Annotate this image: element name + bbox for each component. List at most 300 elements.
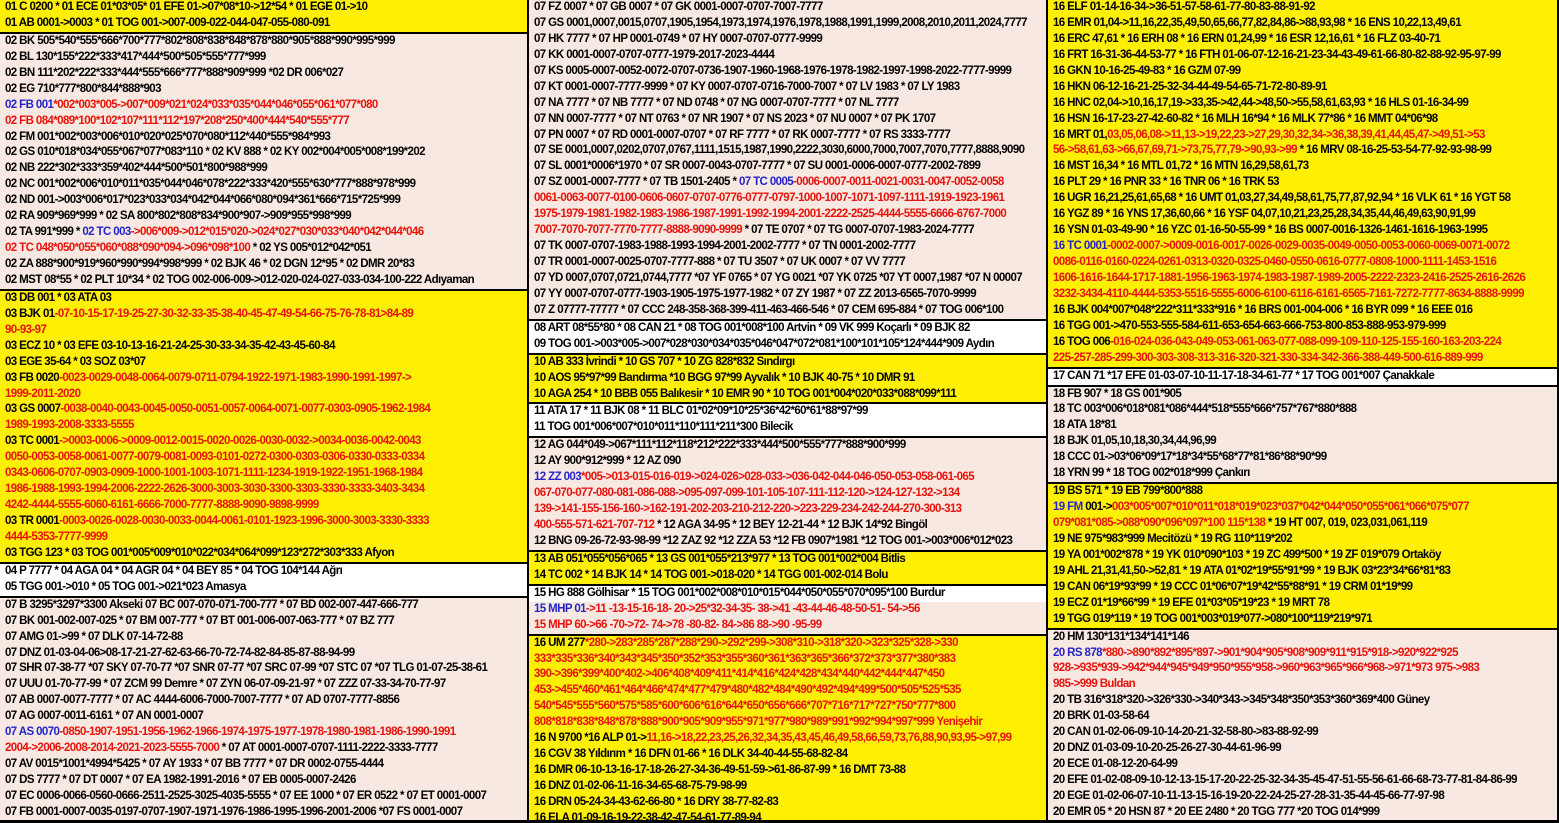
directory-line xyxy=(534,143,1046,159)
directory-line xyxy=(1053,709,1557,725)
directory-line xyxy=(5,225,527,241)
directory-section xyxy=(1048,0,1557,369)
directory-line xyxy=(1053,351,1557,367)
directory-text-segment: 03 TGG 123 * 03 TOG 001*005*009*010*022*034*064*099*123*272*303*333 Afyon xyxy=(5,546,395,559)
directory-text-segment: * 16 MRV 08-16-25-53-54-77-92-93-98-99 xyxy=(1296,144,1492,157)
directory-text-segment: 1975-1979-1981-1982-1983-1986-1987-1991-1992-1994-2001-2222-2525-4444-5555-6666-6767-7000 xyxy=(534,208,1007,221)
directory-text-segment: 16 DRN 05-24-34-43-62-66-80 * 16 DRY 38-77-82-83 xyxy=(534,795,779,808)
directory-text-segment: 07 DS 7777 * 07 DT 0007 * 07 EA 1982-1991-2016 * 07 EB 0005-0007-2426 xyxy=(5,774,356,786)
directory-line xyxy=(1053,596,1557,612)
directory-text-segment: 20 TB 316*318*320->326*330->340*343->345*348*350*353*360*369*400 Güney xyxy=(1053,694,1430,707)
directory-text-segment: 11,16->18,22,23,25,26,32,34,35,43,45,46,49,58,66,59,73,76,88,90,93,95->97,99 xyxy=(646,732,1012,745)
directory-column-middle xyxy=(527,0,1046,820)
directory-line xyxy=(534,486,1046,502)
directory-line xyxy=(1053,303,1557,319)
directory-text-segment: 07 SE 0001,0007,0202,0707,0767,1111,1515,1987,1990,2222,3030,6000,7000,7007,7070,7777,8888,9090 xyxy=(534,144,1025,157)
directory-section xyxy=(529,404,1046,438)
directory-line xyxy=(5,434,527,450)
directory-text-segment: 03 TR 0001 xyxy=(5,515,60,527)
directory-text-segment: 07 AB 0007-0077-7777 * 07 AC 4444-6006-7000-7007-7777 * 07 AD 0707-7777-8856 xyxy=(5,694,400,707)
directory-text-segment: 16 EMR 01,04->11,16,22,35,49,50,65,66,77,82,84,86->88,93,98 * 16 ENS 10,22,13,49,61 xyxy=(1053,16,1462,29)
directory-text-segment: 16 UM 277 xyxy=(534,636,585,649)
directory-text-segment: 07 EC 0006-0066-0560-0666-2511-2525-3025-4035-5555 * 07 EE 1000 * 07 ER 0522 * 07 ET 0001-0007 xyxy=(5,789,487,802)
directory-text-segment: 0061-0063-0077-0100-0606-0607-0707-0776-0777-0797-1000-1007-1071-1097-1111-1919-1923-1961 xyxy=(534,192,1005,205)
directory-section xyxy=(1048,369,1557,387)
directory-line xyxy=(5,355,527,371)
directory-line xyxy=(534,32,1046,48)
directory-text-segment: 02 BK 505*540*555*666*700*777*802*808*838*848*878*880*905*888*990*995*999 xyxy=(5,34,395,47)
directory-text-segment: 02 TC 048*050*055*060*088*090*094->096*098*100 xyxy=(5,242,251,255)
directory-line xyxy=(5,646,527,662)
directory-line xyxy=(5,145,527,161)
directory-line xyxy=(1053,741,1557,757)
directory-line xyxy=(534,371,1046,387)
directory-line xyxy=(1053,466,1557,482)
directory-section xyxy=(1048,484,1557,629)
directory-line xyxy=(1053,369,1557,385)
directory-line xyxy=(5,98,527,114)
directory-text-segment: 20 EGE 01-02-06-07-10-11-13-15-16-19-20-22-24-25-27-28-31-35-44-45-66-77-97-98 xyxy=(1053,789,1445,802)
directory-text-segment: 808*818*838*848*878*888*900*905*909*955*971*977*980*989*991*992*994*997*999 Yenişehir xyxy=(534,716,983,729)
directory-text-segment: 03 TC 0001 xyxy=(5,435,60,448)
directory-text-segment: -0023-0029-0048-0064-0079-0711-0794-1922-1971-1983-1990-1991-1997-> xyxy=(59,371,412,384)
directory-line xyxy=(5,418,527,434)
directory-text-segment: 0343-0606-0707-0903-0909-1000-1001-1003-1071-1111-1234-1919-1922-1951-1968-1984 xyxy=(5,467,423,480)
directory-text-segment: 12 ZZ 003 xyxy=(534,471,582,484)
directory-text-segment: 11 TOG 001*006*007*010*011*110*111*211*300 Bilecik xyxy=(534,421,793,434)
directory-text-segment: 453->455*460*461*464*466*474*477*479*480*482*484*490*492*494*499*500*505*525*535 xyxy=(534,684,961,697)
directory-text-segment: 05 TGG 001->010 * 05 TOG 001->021*023 Amasya xyxy=(5,580,246,593)
directory-text-segment: *880->890*892*895*897->901*904*905*908*909*911*915*918->920*922*925 xyxy=(1101,646,1458,659)
directory-text-segment: 02 BN 111*202*222*333*444*555*666*777*888*909*999 *02 DR 006*027 xyxy=(5,66,344,79)
directory-text-segment: 10 AOS 95*97*99 Bandırma *10 BGG 97*99 Ayvalık * 10 BJK 40-75 * 10 DMR 91 xyxy=(534,371,915,384)
directory-line xyxy=(1053,223,1557,239)
directory-text-segment: 07 NA 7777 * 07 NB 7777 * 07 ND 0748 * 07 NG 0007-0707-7777 * 07 NL 7777 xyxy=(534,96,899,109)
directory-text-segment: 07 KT 0001-0007-7777-9999 * 07 KY 0007-0707-0716-7000-7007 * 07 LV 1983 * 07 LY 1983 xyxy=(534,80,960,93)
directory-text-segment: 16 MST 16,34 * 16 MTL 01,72 * 16 MTN 16,29,58,61,73 xyxy=(1053,160,1309,173)
directory-text-segment: 56->58,61,63->66,67,69,71->73,75,77,79->90,93->99 xyxy=(1053,144,1297,157)
directory-line xyxy=(1053,175,1557,191)
directory-line xyxy=(534,811,1046,820)
directory-text-segment: 19 AHL 21,31,41,50->52,81 * 19 ATA 01*02*19*55*91*99 * 19 BJK 03*23*34*66*81*83 xyxy=(1053,564,1451,577)
directory-line xyxy=(534,552,1046,568)
directory-line xyxy=(5,789,527,805)
directory-text-segment: 02 TA 991*999 * xyxy=(5,226,83,239)
directory-line xyxy=(534,159,1046,175)
directory-line xyxy=(534,16,1046,32)
directory-text-segment: 07 TC 0005 xyxy=(738,176,794,189)
directory-line xyxy=(5,450,527,466)
directory-text-segment: -0850-1907-1951-1956-1962-1966-1974-1975-1977-1978-1980-1981-1986-1990-1991 xyxy=(59,726,456,739)
directory-text-segment: 20 CAN 01-02-06-09-10-14-20-21-32-58-80->83-88-92-99 xyxy=(1053,726,1319,739)
directory-text-segment: 15 HG 888 Gölhisar * 15 TOG 001*002*008*010*015*044*050*055*070*095*100 Burdur xyxy=(534,586,945,599)
directory-line xyxy=(5,387,527,403)
directory-line xyxy=(534,64,1046,80)
directory-line xyxy=(534,48,1046,64)
directory-line xyxy=(534,223,1046,239)
directory-text-segment: 07 TR 0001-0007-0025-0707-7777-888 * 07 TU 3507 * 07 UK 0007 * 07 VV 7777 xyxy=(534,256,906,268)
directory-line xyxy=(1053,80,1557,96)
directory-line xyxy=(5,82,527,98)
directory-line xyxy=(5,371,527,387)
directory-line xyxy=(534,355,1046,371)
directory-text-segment: 0050-0053-0058-0061-0077-0079-0081-0093-0101-0272-0300-0303-0306-0330-0333-0334 xyxy=(5,451,425,464)
directory-text-segment: *002*003*005->007*009*021*024*033*035*044*046*055*061*077*080 xyxy=(53,98,378,111)
directory-text-segment: 928->935*939->942*944*945*949*950*955*958->960*963*965*966*968->971*973 975->983 xyxy=(1053,662,1480,675)
directory-text-segment: ->0003-0006->0009-0012-0015-0020-0026-0030-0032->0034-0036-0042-0043 xyxy=(59,435,421,448)
directory-line xyxy=(534,763,1046,779)
directory-text-segment: 07 GS 0001,0007,0015,0707,1905,1954,1973,1974,1976,1978,1988,1991,1999,2008,2010,2011,2024,7777 xyxy=(534,16,1027,29)
directory-text-segment: 16 YSN 01-03-49-90 * 16 YZC 01-16-50-55-99 * 16 BS 0007-0016-1326-1461-1616-1963-1995 xyxy=(1053,224,1488,237)
directory-line xyxy=(1053,434,1557,450)
directory-section xyxy=(0,0,527,34)
directory-text-segment: 1999-2011-2020 xyxy=(5,387,81,400)
directory-text-segment: 540*545*555*560*575*585*600*606*616*644*650*656*666*707*716*717*727*750*777*800 xyxy=(534,700,956,713)
directory-line xyxy=(1053,773,1557,789)
directory-line xyxy=(1053,64,1557,80)
directory-line xyxy=(5,323,527,339)
directory-text-segment: -0038-0040-0043-0045-0050-0051-0057-0064-0071-0077-0303-0905-1962-1984 xyxy=(60,403,431,416)
directory-line xyxy=(1053,271,1557,287)
directory-line xyxy=(5,564,527,580)
directory-text-segment: 985->999 Buldan xyxy=(1053,678,1136,691)
directory-line xyxy=(5,677,527,693)
directory-text-segment: 16 CGV 38 Yıldırım * 16 DFN 01-66 * 16 DLK 34-40-44-55-68-82-84 xyxy=(534,748,848,761)
directory-text-segment: 19 NE 975*983*999 Mecitözü * 19 RG 110*119*202 xyxy=(1053,532,1293,545)
directory-text-segment: 16 TC 0001 xyxy=(1053,240,1108,253)
directory-text-segment: 03 ECZ 10 * 03 EFE 03-10-13-16-21-24-25-30-33-34-35-42-43-45-60-84 xyxy=(5,339,335,352)
directory-text-segment: 001-> xyxy=(1082,501,1112,514)
directory-line xyxy=(5,402,527,418)
directory-text-segment: 10 AB 333 İvrindi * 10 GS 707 * 10 ZG 828*832 Sındırgı xyxy=(534,355,795,368)
directory-text-segment: 15 MHP 60->66 -70->72- 74->78 -80-82- 84->86 88->90 -95-99 xyxy=(534,618,822,631)
directory-text-segment: 16 ELA 01-09-16-19-22-38-42-47-54-61-77-89-94 xyxy=(534,811,761,820)
directory-text-segment: 14 TC 002 * 14 BJK 14 * 14 TOG 001->018-020 * 14 TGG 001-002-014 Bolu xyxy=(534,568,888,581)
directory-text-segment: 07 UUU 01-70-77-99 * 07 ZCM 99 Demre * 07 ZYN 06-07-09-21-97 * 07 ZZZ 07-33-34-70-77-97 xyxy=(5,678,446,691)
directory-line xyxy=(1053,239,1557,255)
directory-column-left xyxy=(0,0,527,820)
directory-line xyxy=(5,725,527,741)
directory-line xyxy=(534,667,1046,683)
directory-text-segment: * 19 HT 007, 019, 023,031,061,119 xyxy=(1265,517,1428,529)
directory-line xyxy=(5,530,527,546)
directory-text-segment: *280->283*285*287*288*290->292*299->308*310->318*320->323*325*328->330 xyxy=(584,636,958,649)
directory-line xyxy=(1053,677,1557,693)
directory-line xyxy=(5,693,527,709)
directory-text-segment: 07 DNZ 01-03-04-06>08-17-21-27-62-63-66-70-72-74-82-84-85-87-88-94-99 xyxy=(5,646,355,659)
directory-text-segment: 02 GS 010*018*034*055*067*077*083*110 * 02 KV 888 * 02 KY 002*004*005*008*199*202 xyxy=(5,146,425,159)
directory-text-segment: 07 YD 0007,0707,0721,0744,7777 *07 YF 0765 * 07 YG 0021 *07 YK 0725 *07 YT 0007,1987 *07 N 00007 xyxy=(534,271,1023,284)
directory-line xyxy=(534,191,1046,207)
directory-text-segment: 07 AV 0015*1001*4994*5425 * 07 AY 1933 * 07 BB 7777 * 07 DR 0002-0755-4444 xyxy=(5,758,384,771)
directory-text-segment: 02 FM 001*002*003*006*010*020*025*070*080*112*440*555*984*993 xyxy=(5,130,331,143)
directory-text-segment: 03 DB 001 * 03 ATA 03 xyxy=(5,291,112,304)
directory-line xyxy=(534,795,1046,811)
directory-line xyxy=(1053,319,1557,335)
directory-line xyxy=(1053,255,1557,271)
directory-line xyxy=(5,466,527,482)
directory-line xyxy=(534,618,1046,634)
directory-line xyxy=(5,16,527,32)
directory-line xyxy=(1053,548,1557,564)
directory-text-segment: 19 FM xyxy=(1053,501,1083,514)
directory-text-segment: 03 GS 0007 xyxy=(5,403,61,416)
directory-section xyxy=(529,438,1046,552)
directory-text-segment: 20 EFE 01-02-08-09-10-12-13-15-17-20-22-25-32-34-35-45-47-51-55-56-61-66-68-73-77-81-84-86-99 xyxy=(1053,774,1517,786)
directory-text-segment: 20 ECE 01-08-12-20-64-99 xyxy=(1053,758,1178,771)
directory-line xyxy=(534,287,1046,303)
directory-line xyxy=(5,114,527,130)
directory-text-segment: 4444-5353-7777-9999 xyxy=(5,530,108,543)
directory-line xyxy=(534,80,1046,96)
directory-text-segment: 07 FZ 0007 * 07 GB 0007 * 07 GK 0001-0007-0707-7007-7777 xyxy=(534,1,823,13)
directory-line xyxy=(5,50,527,66)
directory-line xyxy=(534,731,1046,747)
directory-text-segment: 07 HK 7777 * 07 HP 0001-0749 * 07 HY 0007-0707-0777-9999 xyxy=(534,32,823,45)
directory-line xyxy=(534,404,1046,420)
directory-text-segment: 16 UGR 16,21,25,61,65,68 * 16 UMT 01,03,27,34,49,58,61,75,77,87,92,94 * 16 VLK 61 * 16 YGT 58 xyxy=(1053,192,1511,205)
directory-line xyxy=(534,534,1046,550)
directory-line xyxy=(5,498,527,514)
directory-text-segment: 11 ATA 17 * 11 BJK 08 * 11 BLC 01*02*09*10*25*36*42*60*61*88*97*99 xyxy=(534,405,868,418)
directory-text-segment: 003*005*007*010*011*018*019*023*037*042*044*050*055*061*066*075*077 xyxy=(1111,501,1469,514)
directory-line xyxy=(5,307,527,323)
directory-text-segment: 07 SZ 0001-0007-7777 * 07 TB 1501-2405 * xyxy=(534,176,739,189)
directory-text-segment: 07 Z 07777-77777 * 07 CCC 248-358-368-399-411-463-466-546 * 07 CEM 695-884 * 07 TOG 006*100 xyxy=(534,303,1004,316)
directory-line xyxy=(5,34,527,50)
directory-text-segment: 16 TOG 006 xyxy=(1053,335,1111,348)
directory-line xyxy=(1053,287,1557,303)
directory-text-segment: 20 BRK 01-03-58-64 xyxy=(1053,710,1149,723)
directory-line xyxy=(1053,143,1557,159)
directory-text-segment: 02 ND 001->003*006*017*023*033*034*042*044*066*080*094*361*666*715*725*999 xyxy=(5,194,401,207)
directory-text-segment: 1989-1993-2008-3333-5555 xyxy=(5,419,134,432)
directory-text-segment: 90-93-97 xyxy=(5,323,47,336)
directory-line xyxy=(5,741,527,757)
directory-text-segment: 1986-1988-1993-1994-2006-2222-2626-3000-3003-3030-3300-3303-3330-3333-3403-3434 xyxy=(5,483,425,496)
directory-line xyxy=(5,291,527,307)
directory-line xyxy=(1053,580,1557,596)
directory-line xyxy=(1053,159,1557,175)
directory-line xyxy=(1053,646,1557,662)
directory-text-segment: 067-070-077-080-081-086-088->095-097-099-101-105-107-111-112-120->124-127-132->134 xyxy=(534,487,960,500)
directory-text-segment: 400-555-571-621-707-712 xyxy=(534,519,655,531)
directory-text-segment: 13 AB 051*055*056*065 * 13 GS 001*055*213*977 * 13 TOG 001*002*004 Bitlis xyxy=(534,552,906,565)
directory-line xyxy=(534,255,1046,271)
directory-text-segment: 07 FB 0001-0007-0035-0197-0707-1907-1971-1976-1986-1995-1996-2001-2006 *07 FS 0001-0007 xyxy=(5,805,463,818)
directory-line xyxy=(534,652,1046,668)
directory-text-segment: 12 AG 044*049->067*111*112*118*212*222*333*444*500*555*777*888*900*999 xyxy=(534,439,906,452)
directory-line xyxy=(534,636,1046,652)
directory-text-segment: 3232-3434-4110-4444-5353-5516-5555-6006-6100-6116-6161-6565-7161-7272-7777-8634-8888-9999 xyxy=(1053,287,1524,300)
directory-section xyxy=(529,355,1046,405)
directory-line xyxy=(534,715,1046,731)
directory-line xyxy=(1053,789,1557,805)
directory-text-segment: 16 N 9700 *16 ALP 01-> xyxy=(534,732,647,745)
directory-text-segment: 15 MHP 01 xyxy=(534,602,586,615)
directory-line xyxy=(1053,96,1557,112)
directory-line xyxy=(1053,0,1557,16)
directory-line xyxy=(1053,32,1557,48)
directory-text-segment: 07 AS 0070 xyxy=(5,726,60,739)
directory-text-segment: 20 DNZ 01-03-09-10-20-25-26-27-30-44-61-96-99 xyxy=(1053,742,1282,755)
directory-line xyxy=(1053,450,1557,466)
directory-line xyxy=(5,241,527,257)
directory-line xyxy=(5,514,527,530)
directory-line xyxy=(534,586,1046,602)
directory-line xyxy=(1053,48,1557,64)
directory-text-segment: 1606-1616-1644-1717-1881-1956-1963-1974-1983-1987-1989-2005-2222-2323-2416-2525-2616-2626 xyxy=(1053,271,1526,284)
directory-line xyxy=(5,193,527,209)
directory-section xyxy=(0,291,527,564)
directory-text-segment: *005->013-015-016-019->024-026>028-033->036-042-044-046-050-053-058-061-065 xyxy=(581,471,975,484)
directory-text-segment: * 12 AGA 34-95 * 12 BEY 12-21-44 * 12 BJK 14*92 Bingöl xyxy=(654,519,928,531)
directory-line xyxy=(1053,112,1557,128)
directory-line xyxy=(5,598,527,614)
directory-text-segment: 02 RA 909*969*999 * 02 SA 800*802*808*834*900*907->909*955*998*999 xyxy=(5,210,352,223)
directory-line xyxy=(1053,484,1557,500)
directory-text-segment: 07 YY 0007-0707-0777-1903-1905-1975-1977-1982 * 07 ZY 1987 * 07 ZZ 2013-6565-7070-9999 xyxy=(534,287,977,300)
directory-line xyxy=(534,518,1046,534)
directory-line xyxy=(5,661,527,677)
directory-text-segment: 01 AB 0001->0003 * 01 TOG 001->007-009-022-044-047-055-080-091 xyxy=(5,16,330,29)
directory-text-segment: 16 MRT 01, xyxy=(1053,128,1108,141)
directory-line xyxy=(5,805,527,820)
directory-section xyxy=(529,586,1046,602)
directory-line xyxy=(5,482,527,498)
directory-column-right xyxy=(1046,0,1557,820)
directory-line xyxy=(534,420,1046,436)
directory-text-segment: -0002-0007->0009-0016-0017-0026-0029-0035-0049-0050-0053-0060-0069-0071-0072 xyxy=(1107,240,1510,253)
directory-line xyxy=(534,454,1046,470)
directory-line xyxy=(5,757,527,773)
directory-text-segment: 08 ART 08*55*80 * 08 CAN 21 * 08 TOG 001*008*100 Artvin * 09 VK 999 Koçarlı * 09 BJK 82 xyxy=(534,321,970,334)
directory-text-segment: 18 TC 003*006*018*081*086*444*518*555*666*757*767*880*888 xyxy=(1053,403,1357,416)
directory-line xyxy=(534,502,1046,518)
directory-line xyxy=(534,303,1046,319)
directory-text-segment: 07 SHR 07-38-77 *07 SKY 07-70-77 *07 SNR 07-77 *07 SRC 07-99 *07 STC 07 *07 TLG 01-07-25-38-61 xyxy=(5,662,488,675)
directory-line xyxy=(534,699,1046,715)
directory-text-segment: -07-10-15-17-19-25-27-30-32-33-35-38-40-45-47-49-54-66-75-76-78-81>84-89 xyxy=(54,307,414,320)
directory-line xyxy=(1053,805,1557,820)
directory-text-segment: -0006-0007-0011-0021-0031-0047-0052-0058 xyxy=(793,176,1004,189)
directory-line xyxy=(1053,532,1557,548)
directory-line xyxy=(5,773,527,789)
directory-section xyxy=(529,321,1046,355)
directory-text-segment: 09 TOG 001->003*005->007*028*030*034*035*046*047*072*081*100*101*105*124*444*909 Aydın xyxy=(534,337,995,350)
directory-text-segment: 03 FB 0020 xyxy=(5,371,60,384)
directory-text-segment: 07 TK 0007-0707-1983-1988-1993-1994-2001-2002-7777 * 07 TN 0001-2002-7777 xyxy=(534,240,916,253)
directory-line xyxy=(534,175,1046,191)
directory-text-segment: 19 CAN 06*19*93*99 * 19 CCC 01*06*07*19*42*55*88*91 * 19 CRM 01*19*99 xyxy=(1053,580,1413,593)
directory-text-segment: 16 ERC 47,61 * 16 ERH 08 * 16 ERN 01,24,99 * 16 ESR 12,16,61 * 16 FLZ 03-40-71 xyxy=(1053,32,1441,45)
directory-line xyxy=(5,546,527,562)
directory-text-segment: 10 AGA 254 * 10 BBB 055 Balıkesir * 10 EMR 90 * 10 TOG 001*004*020*033*088*099*111 xyxy=(534,387,957,400)
directory-text-segment: 20 EMR 05 * 20 HSN 87 * 20 EE 2480 * 20 TGG 777 *20 TOG 014*999 xyxy=(1053,805,1380,818)
directory-line xyxy=(534,239,1046,255)
directory-text-segment: 01 C 0200 * 01 ECE 01*03*05* 01 EFE 01->07*08*10->12*54 * 01 EGE 01->10 xyxy=(5,1,368,13)
directory-line xyxy=(1053,693,1557,709)
directory-text-segment: 07 SL 0001*0006*1970 * 07 SR 0007-0043-0707-7777 * 07 SU 0001-0006-0007-0777-2002-7899 xyxy=(534,160,981,173)
directory-line xyxy=(5,630,527,646)
directory-text-segment: 16 HKN 06-12-16-21-25-32-34-44-49-54-65-71-72-80-89-91 xyxy=(1053,80,1327,93)
directory-line xyxy=(534,602,1046,618)
directory-text-segment: 19 TGG 019*119 * 19 TOG 001*003*019*077->080*100*119*219*971 xyxy=(1053,612,1372,625)
directory-text-segment: 7007-7070-7077-7770-7777-8888-9090-9999 xyxy=(534,224,743,237)
directory-section xyxy=(529,552,1046,586)
directory-text-segment: 16 ELF 01-14-16-34->36-51-57-58-61-77-80-83-88-91-92 xyxy=(1053,1,1315,13)
directory-text-segment: 19 ECZ 01*19*66*99 * 19 EFE 01*03*05*19*23 * 19 MRT 78 xyxy=(1053,596,1330,609)
directory-line xyxy=(534,128,1046,144)
directory-line xyxy=(534,207,1046,223)
directory-line xyxy=(1053,612,1557,628)
directory-line xyxy=(1053,207,1557,223)
directory-section xyxy=(1048,630,1557,820)
directory-text-segment: 16 DNZ 01-02-06-11-16-34-65-68-75-79-98-99 xyxy=(534,780,747,792)
directory-line xyxy=(5,580,527,596)
directory-text-segment: 03 EGE 35-64 * 03 SOZ 03*07 xyxy=(5,355,146,368)
directory-line xyxy=(1053,16,1557,32)
directory-line xyxy=(1053,418,1557,434)
directory-section xyxy=(0,564,527,598)
directory-line xyxy=(5,0,527,16)
directory-text-segment: 4242-4444-5555-6060-6161-6666-7000-7777-8888-9090-9898-9999 xyxy=(5,499,319,512)
directory-text-segment: 16 HSN 16-17-23-27-42-60-82 * 16 MLH 16*94 * 16 MLK 77*86 * 16 MMT 04*06*98 xyxy=(1053,112,1438,125)
directory-text-segment: 12 BNG 09-26-72-93-98-99 *12 ZAZ 92 *12 ZZA 53 *12 FB 0907*1981 *12 TOG 001->003*006*012*023 xyxy=(534,534,1013,547)
directory-text-segment: 02 ZA 888*900*919*960*990*994*998*999 * 02 BJK 46 * 02 DGN 12*95 * 02 DMR 20*83 xyxy=(5,258,415,270)
directory-line xyxy=(5,177,527,193)
directory-text-segment: 16 TGG 001->470-553-555-584-611-653-654-663-666-753-800-853-888-953-979-999 xyxy=(1053,319,1446,332)
directory-text-segment: 16 GKN 10-16-25-49-83 * 16 GZM 07-99 xyxy=(1053,64,1241,77)
directory-text-segment: 16 YGZ 89 * 16 YNS 17,36,60,66 * 16 YSF 04,07,10,21,23,25,28,34,35,44,46,49,63,90,91,99 xyxy=(1053,208,1476,221)
directory-line xyxy=(1053,725,1557,741)
directory-line xyxy=(534,438,1046,454)
directory-text-segment: 07 AMG 01->99 * 07 DLK 07-14-72-88 xyxy=(5,630,183,643)
directory-text-segment: -0003-0026-0028-0030-0033-0044-0061-0101-1923-1996-3000-3003-3330-3333 xyxy=(59,515,429,527)
directory-text-segment: 17 CAN 71 *17 EFE 01-03-07-10-11-17-18-34-61-77 * 17 TOG 001*007 Çanakkale xyxy=(1053,369,1435,382)
directory-text-segment: 02 FB 001 xyxy=(5,98,54,111)
directory-text-segment: 02 NC 001*002*006*010*011*035*044*046*078*222*333*420*555*630*777*888*978*999 xyxy=(5,178,416,191)
directory-line xyxy=(1053,335,1557,351)
directory-section xyxy=(529,636,1046,820)
directory-line xyxy=(1053,402,1557,418)
directory-text-segment: 16 FRT 16-31-36-44-53-77 * 16 FTH 01-06-07-12-16-21-23-34-43-49-61-66-80-82-88-92-95-97-99 xyxy=(1053,48,1501,61)
directory-line xyxy=(1053,661,1557,677)
directory-text-segment: 18 CCC 01->03*06*09*17*18*34*55*68*77*81*86*88*90*99 xyxy=(1053,451,1327,464)
directory-section xyxy=(0,598,527,820)
directory-line xyxy=(534,271,1046,287)
directory-text-segment: * 02 YS 005*012*042*051 xyxy=(250,242,372,255)
directory-line xyxy=(1053,757,1557,773)
directory-text-segment: 02 MST 08*55 * 02 PLT 10*34 * 02 TOG 002-006-009->012-020-024-027-033-034-100-222 Adıyaman xyxy=(5,273,475,286)
directory-line xyxy=(1053,128,1557,144)
directory-text-segment: 2004->2006-2008-2014-2021-2023-5555-7000 xyxy=(5,742,220,755)
directory-line xyxy=(5,614,527,630)
directory-line xyxy=(5,66,527,82)
directory-text-segment: 04 P 7777 * 04 AGA 04 * 04 AGR 04 * 04 BEY 85 * 04 TOG 104*144 Ağrı xyxy=(5,564,343,577)
directory-text-segment: 07 KK 0001-0007-0707-0777-1979-2017-2023-4444 xyxy=(534,48,775,61)
directory-line xyxy=(1053,500,1557,516)
directory-text-segment: * 07 AT 0001-0007-0707-1111-2222-3333-7777 xyxy=(219,742,438,755)
directory-text-segment: 19 BS 571 * 19 EB 799*800*888 xyxy=(1053,485,1203,498)
directory-line xyxy=(5,339,527,355)
directory-line xyxy=(5,209,527,225)
directory-text-segment: 12 AY 900*912*999 * 12 AZ 090 xyxy=(534,455,681,468)
directory-line xyxy=(1053,630,1557,646)
directory-line xyxy=(1053,387,1557,403)
directory-line xyxy=(534,470,1046,486)
directory-line xyxy=(534,568,1046,584)
